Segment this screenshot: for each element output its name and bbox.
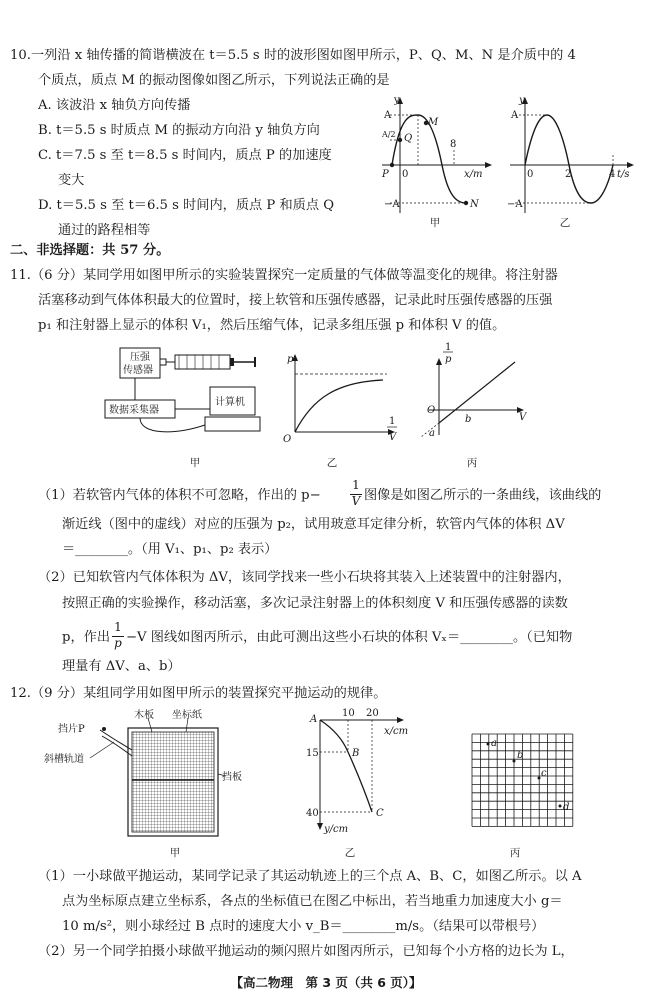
paper-label: 坐标纸 [172,710,202,721]
grb-xunit-label: x/cm [384,726,409,737]
grb-yunit-label: y/cm [324,824,349,835]
grc-b-point: b [517,750,524,761]
grb-C-label: C [376,808,384,819]
q12-s1-line1: （1）一小球做平抛运动，某同学记录了其运动轨迹上的三个点 A、B、C，如图乙所示。以 A [38,869,582,884]
q10-option-c-line1: C. t＝7.5 s 至 t＝8.5 s 时间内，质点 P 的加速度 [38,148,332,163]
fig1-N-label: N [470,199,479,210]
q11-s1-line3: ＝________。（用 V₁、p₁、p₂ 表示） [62,542,278,557]
q11-s2-frac-num: 1 [114,620,122,634]
q11-s1-line1a: （1）若软管内气体的体积不可忽略，作出的 p− [38,488,321,503]
q10-option-d-line2: 通过的路程相等 [58,223,151,238]
q11-apparatus-figure [95,345,265,440]
q11-s2-line3a: p，作出 [62,630,111,645]
q12-line1: 12.（9 分）某组同学用如图甲所示的装置探究平抛运动的规律。 [10,686,387,701]
q11-line1: 11.（6 分）某同学用如图甲所示的实验装置探究一定质量的气体做等温变化的规律。将注射器 [10,268,558,283]
q11-s1-frac-num: 1 [352,478,360,492]
page-footer: 【高二物理 第 3 页（共 6 页）】 [230,975,422,990]
fig1-Q-label: Q [404,133,413,144]
q12-fig-b-caption: 乙 [344,847,356,859]
q11-s1-line2: 渐近线（图中的虚线）对应的压强为 p₂，试用玻意耳定律分析，软管内气体的体积 ΔV [62,517,565,532]
section-heading: 二、非选择题：共 57 分。 [10,243,170,258]
grc-c-point: c [541,768,547,779]
q10-stem-line2: 个质点，质点 M 的振动图像如图乙所示，下列说法正确的是 [38,73,390,88]
q12-fig-c-caption: 丙 [509,847,521,859]
grc-V-label: V [519,412,527,423]
q11-fig-c-caption: 丙 [466,457,478,469]
q11-line2: 活塞移动到气体体积最大的位置时，接上软管和压强传感器，记录此时压强传感器的压强 [38,293,553,308]
fig1-M-label: M [428,117,439,128]
grb-p-label: p [287,354,294,365]
grb-O-label: O [283,434,292,445]
q11-graph-b [283,352,413,452]
grb-V-label: V [389,432,397,443]
q10-stem-line1: 10.一列沿 x 轴传播的简谐横波在 t＝5.5 s 时的波形图如图甲所示，P、Q、M、N 是介质中的 4 [10,48,576,63]
grb-one-label: 1 [389,416,396,427]
fig1-eight-label: 8 [450,139,457,150]
fig1-y-label: y [394,95,400,106]
q12-s1-line3: 10 m/s²，则小球经过 B 点时的速度大小 v_B＝________m/s。（结果可以带根号） [62,919,545,934]
fig2-negA-label: −A [507,199,523,210]
grb-y40-label: 40 [306,808,319,819]
grc-p-label: p [445,354,452,365]
q11-s1-frac-den: V [351,494,361,508]
fig2-A-label: A [511,110,519,121]
q10-option-b: B. t＝5.5 s 时质点 M 的振动方向沿 y 轴负方向 [38,123,320,138]
q11-s2-line3b: −V 图线如图丙所示，由此可测出这些小石块的体积 Vₓ＝________。（已知物 [126,630,573,645]
grb-A-label: A [310,714,318,725]
q10-option-c-line2: 变大 [58,173,85,188]
grb-y15-label: 15 [306,748,319,759]
baffle-label: 挡板 [222,772,242,783]
q10-vibration-figure [505,95,645,235]
q11-fig-a-caption: 甲 [189,457,201,469]
fig2-zero-label: 0 [527,169,534,180]
grc-a-point: a [491,738,497,749]
q11-s2-line4: 理量有 ΔV、a、b） [62,659,181,674]
track-label: 斜槽轨道 [44,754,84,765]
q11-graph-c [425,340,535,450]
q10-fig1-caption: 甲 [429,217,441,229]
grc-b-label: b [465,414,472,425]
grb-B-label: B [352,748,360,759]
q12-apparatus-figure [40,710,240,840]
q10-option-a: A. 该波沿 x 轴负方向传播 [38,98,191,113]
sensor-label-1: 压强 [130,352,150,363]
fig1-A-label: A [384,110,392,121]
q10-option-d-line1: D. t＝5.5 s 至 t＝6.5 s 时间内，质点 P 和质点 Q [38,198,335,213]
q12-trajectory-figure [300,708,410,838]
fig1-negA-label: −A [384,199,400,210]
q12-grid-figure [468,730,580,832]
q10-wave-figure [370,95,500,235]
q11-line3: p₁ 和注射器上显示的体积 V₁，然后压缩气体，记录多组压强 p 和体积 V 的值。 [38,318,506,333]
grc-d-point: d [563,802,570,813]
fig2-y-label: y [519,95,525,106]
fig1-xunit-label: x/m [464,169,483,180]
grc-O-label: O [427,405,436,416]
q11-s1-line1b: 图像是如图乙所示的一条曲线，该曲线的 [364,488,602,503]
grc-a-label: a [429,428,435,439]
computer-label: 计算机 [215,397,245,408]
q11-fig-b-caption: 乙 [326,457,338,469]
q11-s2-line1: （2）已知软管内气体体积为 ΔV，该同学找来一些小石块将其装入上述装置中的注射器内， [38,570,571,585]
fig1-A2-label: A/2 [382,130,396,139]
q12-fig-a-caption: 甲 [169,847,181,859]
q11-s2-line2: 按照正确的实验操作，移动活塞，多次记录注射器上的体积刻度 V 和压强传感器的读数 [62,596,568,611]
board-label: 木板 [134,710,154,721]
grb-x20-label: 20 [366,708,379,719]
q11-s2-frac-den: p [114,636,122,650]
fig1-P-label: P [382,169,389,180]
collector-label: 数据采集器 [109,405,159,416]
q12-s1-line2: 点为坐标原点建立坐标系，各点的坐标值已在图乙中标出，若当地重力加速度大小 g＝ [62,894,563,909]
fig1-zero-label: 0 [402,169,409,180]
q12-s2-line1: （2）另一个同学拍摄小球做平抛运动的频闪照片如图丙所示，已知每个小方格的边长为 L， [38,944,574,959]
grc-one-label: 1 [445,342,452,353]
fig2-two-label: 2 [565,169,572,180]
grb-x10-label: 10 [342,708,355,719]
sensor-label-2: 传感器 [123,365,153,376]
stopper-label: 挡片P [58,724,85,735]
fig2-four-label: 4 [609,169,616,180]
q10-fig2-caption: 乙 [559,217,571,229]
fig2-tunit-label: t/s [617,169,630,180]
